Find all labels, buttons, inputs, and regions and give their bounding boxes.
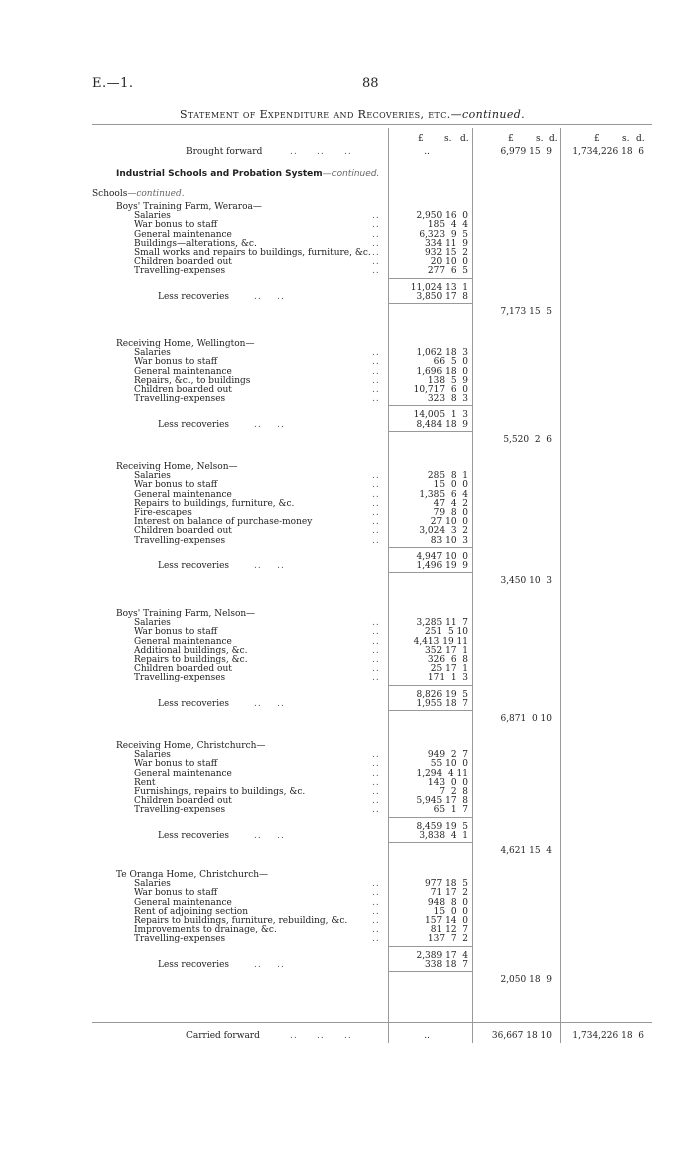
line-item-label: War bonus to staff: [134, 627, 218, 638]
net-rule: [388, 572, 472, 573]
leader-dots: ..: [372, 517, 380, 528]
group-recoveries: 3,850 17 8: [416, 291, 468, 302]
line-item-value: 352 17 1: [425, 645, 468, 656]
group-title: Receiving Home, Christchurch—: [116, 741, 266, 751]
col1-pence: d.: [460, 134, 469, 144]
document-reference: E.—1.: [92, 76, 134, 91]
leader-dots: ..: [372, 759, 380, 770]
line-item-label: War bonus to staff: [134, 220, 218, 231]
leader-dots: ..: [372, 385, 380, 395]
line-item-label: General maintenance: [134, 768, 232, 779]
line-item-value: 27 10 0: [430, 517, 468, 528]
leader-dots: ..: [372, 489, 380, 500]
group-total: 8,826 19 5: [416, 689, 468, 700]
group-net: 2,050 18 9: [500, 975, 552, 985]
line-item-value: 4,413 19 11: [413, 636, 468, 647]
line-item-label: Furnishings, repairs to buildings, &c.: [134, 787, 306, 797]
line-item-value: 1,385 6 4: [419, 489, 468, 500]
leader-dots: ..: [372, 526, 380, 537]
group-recoveries: 338 18 7: [425, 959, 468, 970]
line-item-label: Improvements to drainage, &c.: [134, 925, 277, 936]
subtotal-rule: [388, 547, 472, 548]
group-total: 2,389 17 4: [416, 950, 468, 961]
line-item-label: Salaries: [134, 211, 171, 222]
leader-dots: ..: [372, 211, 380, 222]
line-item-label: General maintenance: [134, 229, 232, 240]
line-item-value: 25 17 1: [430, 664, 468, 675]
title-main: Statement of Expenditure and Recoveries, etc.—: [180, 108, 463, 121]
group-recoveries: 3,838 4 1: [419, 830, 468, 841]
line-item-value: 3,024 3 2: [419, 526, 468, 537]
line-item-label: Children boarded out: [134, 664, 232, 675]
line-item-value: 143 0 0: [427, 777, 468, 788]
line-item-value: 171 1 3: [427, 673, 468, 684]
line-item-value: 7 2 8: [439, 787, 468, 797]
leader-dots: .. ..: [254, 561, 285, 571]
leader-dots: ..: [372, 508, 380, 518]
line-item-value: 1,294 4 11: [416, 768, 468, 779]
line-item-value: 15 0 0: [433, 480, 468, 491]
line-item-value: 3,285 11 7: [416, 618, 468, 629]
group-title: Te Oranga Home, Christchurch—: [116, 870, 269, 880]
brought-forward-label: Brought forward: [186, 147, 263, 157]
line-item-label: Small works and repairs to buildings, furniture, &c.: [134, 248, 371, 258]
col2-pound: £: [508, 134, 514, 144]
leader-dots: ..: [372, 238, 380, 249]
leader-dots: ..: [372, 498, 380, 509]
net-rule: [388, 971, 472, 972]
line-item-label: War bonus to staff: [134, 888, 218, 899]
line-item-value: 83 10 3: [430, 535, 468, 546]
leader-dots: ..: [372, 348, 380, 359]
leader-dots: ..: [372, 879, 380, 890]
brought-forward-c1: ..: [424, 147, 430, 157]
leader-dots: .. ..: [254, 830, 285, 841]
line-item-value: 326 6 8: [427, 655, 468, 665]
leader-dots: ..: [372, 375, 380, 386]
line-item-label: Travelling-expenses: [134, 805, 226, 816]
line-item-label: Travelling-expenses: [134, 266, 226, 277]
line-item-value: 6,323 9 5: [419, 229, 468, 240]
leader-dots: ..: [372, 664, 380, 675]
group-title: Receiving Home, Nelson—: [116, 462, 238, 472]
top-rule: [92, 124, 652, 125]
subtotal-rule: [388, 946, 472, 947]
leader-dots: ..: [372, 916, 380, 926]
line-item-value: 10,717 6 0: [413, 385, 468, 395]
line-item-value: 948 8 0: [427, 897, 468, 908]
line-item-value: 5,945 17 8: [416, 796, 468, 807]
col2-shilling: s.: [536, 134, 544, 144]
recoveries-label: Less recoveries: [158, 419, 230, 430]
line-item-label: Salaries: [134, 879, 171, 890]
group-net: 3,450 10 3: [500, 576, 552, 587]
net-rule: [388, 710, 472, 711]
carried-forward-c2: 36,667 18 10: [491, 1031, 552, 1041]
col1-pound: £: [418, 134, 424, 144]
leader-dots: ..: [372, 357, 380, 368]
line-item-label: Interest on balance of purchase-money: [134, 517, 313, 528]
title-continued: continued.: [462, 108, 526, 121]
line-item-value: 977 18 5: [425, 879, 468, 890]
col3-pound: £: [594, 134, 600, 144]
brought-forward-c2: 6,979 15 9: [500, 147, 552, 157]
line-item-value: 1,696 18 0: [416, 366, 468, 377]
net-rule: [388, 842, 472, 843]
page-title: [180, 108, 525, 121]
line-item-label: Salaries: [134, 471, 171, 482]
line-item-label: Children boarded out: [134, 257, 232, 268]
leader-dots: ..: [372, 229, 380, 240]
line-item-label: Travelling-expenses: [134, 535, 226, 546]
group-net: 4,621 15 4: [500, 846, 552, 856]
line-item-value: 1,062 18 3: [416, 348, 468, 359]
line-item-value: 47 4 2: [433, 498, 468, 509]
line-item-label: War bonus to staff: [134, 759, 218, 770]
leader-dots: ..: [372, 645, 380, 656]
line-item-value: 2,950 16 0: [416, 211, 468, 222]
leader-dots: ..: [372, 796, 380, 807]
group-net: 6,871 0 10: [500, 714, 552, 724]
leader-dots: ..: [372, 805, 380, 816]
leader-dots: ..: [372, 777, 380, 788]
line-item-label: Salaries: [134, 750, 171, 761]
leader-dots: .. .. ..: [290, 1031, 352, 1041]
line-item-value: 277 6 5: [427, 266, 468, 277]
group-title: Receiving Home, Wellington—: [116, 339, 255, 349]
recoveries-label: Less recoveries: [158, 561, 230, 571]
line-item-value: 185 4 4: [427, 220, 468, 231]
group-total: 4,947 10 0: [416, 551, 468, 562]
leader-dots: ..: [372, 266, 380, 277]
recoveries-label: Less recoveries: [158, 291, 230, 302]
line-item-label: Children boarded out: [134, 385, 232, 395]
line-item-value: 71 17 2: [430, 888, 468, 899]
line-item-label: Children boarded out: [134, 796, 232, 807]
line-item-value: 334 11 9: [425, 238, 468, 249]
leader-dots: .. .. ..: [290, 147, 352, 157]
line-item-label: Additional buildings, &c.: [134, 645, 248, 656]
leader-dots: ..: [372, 906, 380, 917]
line-item-label: Travelling-expenses: [134, 673, 226, 684]
line-item-label: Repairs to buildings, furniture, &c.: [134, 498, 295, 509]
subtotal-rule: [388, 817, 472, 818]
line-item-label: Repairs to buildings, &c.: [134, 655, 248, 665]
group-title: Boys' Training Farm, Weraroa—: [116, 202, 262, 212]
line-item-label: Repairs to buildings, furniture, rebuilding, &c.: [134, 916, 348, 926]
col3-shilling: s.: [622, 134, 630, 144]
net-rule: [388, 303, 472, 304]
line-item-value: 65 1 7: [433, 805, 468, 816]
line-item-label: Repairs, &c., to buildings: [134, 375, 251, 386]
leader-dots: ..: [372, 248, 380, 258]
carried-forward-c3: 1,734,226 18 6: [572, 1031, 644, 1041]
subtotal-rule: [388, 278, 472, 279]
line-item-label: Children boarded out: [134, 526, 232, 537]
line-item-label: General maintenance: [134, 489, 232, 500]
leader-dots: .. ..: [254, 291, 285, 302]
line-item-value: 323 8 3: [427, 394, 468, 405]
line-item-label: Rent: [134, 777, 156, 788]
line-item-label: General maintenance: [134, 636, 232, 647]
line-item-label: General maintenance: [134, 897, 232, 908]
line-item-value: 81 12 7: [430, 925, 468, 936]
section-heading: Industrial Schools and Probation System—continued.: [116, 169, 380, 179]
leader-dots: ..: [372, 471, 380, 482]
line-item-value: 138 5 9: [427, 375, 468, 386]
line-item-label: War bonus to staff: [134, 480, 218, 491]
group-total: 11,024 13 1: [410, 282, 468, 293]
subtotal-rule: [388, 685, 472, 686]
carried-forward-label: Carried forward: [186, 1031, 260, 1041]
group-net: 5,520 2 6: [503, 434, 552, 445]
line-item-label: General maintenance: [134, 366, 232, 377]
leader-dots: ..: [372, 535, 380, 546]
leader-dots: ..: [372, 480, 380, 491]
leader-dots: ..: [372, 897, 380, 908]
line-item-value: 66 5 0: [433, 357, 468, 368]
leader-dots: ..: [372, 366, 380, 377]
leader-dots: ..: [372, 888, 380, 899]
line-item-value: 157 14 0: [425, 916, 468, 926]
line-item-value: 79 8 0: [433, 508, 468, 518]
column-divider: [388, 128, 389, 1043]
leader-dots: ..: [372, 627, 380, 638]
group-title: Boys' Training Farm, Nelson—: [116, 609, 256, 619]
line-item-value: 137 7 2: [427, 934, 468, 945]
leader-dots: .. ..: [254, 698, 285, 709]
line-item-label: Rent of adjoining section: [134, 906, 248, 917]
leader-dots: ..: [372, 787, 380, 797]
subtotal-rule: [388, 405, 472, 406]
column-divider: [560, 128, 561, 1043]
group-recoveries: 1,496 19 9: [416, 561, 468, 571]
leader-dots: ..: [372, 394, 380, 405]
line-item-label: Salaries: [134, 348, 171, 359]
col3-pence: d.: [636, 134, 645, 144]
line-item-label: Fire-escapes: [134, 508, 192, 518]
line-item-label: Buildings—alterations, &c.: [134, 238, 257, 249]
line-item-value: 251 5 10: [425, 627, 468, 638]
line-item-value: 20 10 0: [430, 257, 468, 268]
col2-pence: d.: [549, 134, 558, 144]
line-item-label: Travelling-expenses: [134, 394, 226, 405]
group-net: 7,173 15 5: [500, 307, 552, 317]
group-recoveries: 8,484 18 9: [416, 419, 468, 430]
leader-dots: ..: [372, 220, 380, 231]
carried-forward-c1: ..: [424, 1031, 430, 1041]
line-item-value: 285 8 1: [427, 471, 468, 482]
leader-dots: ..: [372, 655, 380, 665]
page-number: 88: [362, 76, 379, 91]
leader-dots: ..: [372, 618, 380, 629]
leader-dots: ..: [372, 257, 380, 268]
leader-dots: .. ..: [254, 419, 285, 430]
subsection-heading: Schools—continued.: [92, 189, 185, 199]
line-item-label: Salaries: [134, 618, 171, 629]
recoveries-label: Less recoveries: [158, 698, 230, 709]
line-item-value: 932 15 2: [425, 248, 468, 258]
col1-shilling: s.: [444, 134, 452, 144]
leader-dots: ..: [372, 673, 380, 684]
leader-dots: ..: [372, 925, 380, 936]
group-total: 8,459 19 5: [416, 821, 468, 832]
net-rule: [388, 431, 472, 432]
brought-forward-c3: 1,734,226 18 6: [572, 147, 644, 157]
leader-dots: ..: [372, 750, 380, 761]
group-recoveries: 1,955 18 7: [416, 698, 468, 709]
line-item-value: 55 10 0: [430, 759, 468, 770]
leader-dots: ..: [372, 934, 380, 945]
recoveries-label: Less recoveries: [158, 830, 230, 841]
group-total: 14,005 1 3: [413, 410, 468, 421]
leader-dots: ..: [372, 636, 380, 647]
line-item-label: Travelling-expenses: [134, 934, 226, 945]
leader-dots: ..: [372, 768, 380, 779]
leader-dots: .. ..: [254, 959, 285, 970]
line-item-label: War bonus to staff: [134, 357, 218, 368]
bottom-rule: [92, 1022, 652, 1023]
column-divider: [472, 128, 473, 1043]
line-item-value: 15 0 0: [433, 906, 468, 917]
recoveries-label: Less recoveries: [158, 959, 230, 970]
line-item-value: 949 2 7: [427, 750, 468, 761]
